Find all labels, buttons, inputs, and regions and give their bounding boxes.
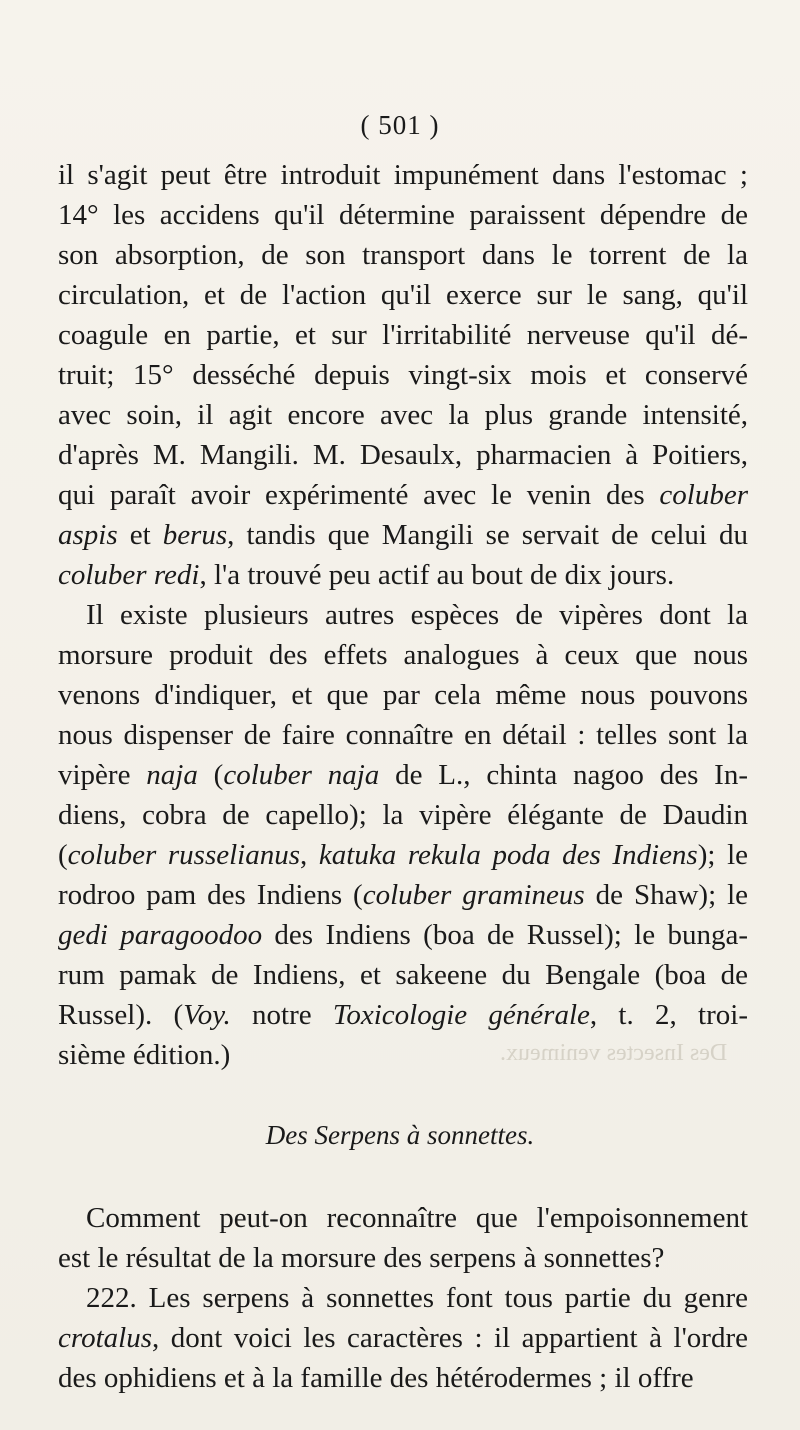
text-line: avec soin, il agit encore avec la plus grande intensité,	[58, 399, 748, 431]
text-line: Il existe plusieurs autres espèces de vipères dont la	[86, 599, 748, 631]
text-line: aspis et berus, tandis que Mangili se servait de celui du	[58, 519, 748, 551]
text-line: coluber redi, l'a trouvé peu actif au bout de dix jours.	[58, 559, 675, 591]
text-line: rodroo pam des Indiens (coluber gramineus de Shaw); le	[58, 879, 748, 911]
text-line: coagule en partie, et sur l'irritabilité nerveuse qu'il dé-	[58, 319, 748, 351]
bleed-through-text: Des Insectes venimeux.	[500, 1040, 728, 1066]
text-line: 222. Les serpens à sonnettes font tous partie du genre	[86, 1282, 748, 1314]
text-line: 14° les accidens qu'il détermine paraissent dépendre de	[58, 199, 748, 231]
text-line: crotalus, dont voici les caractères : il appartient à l'ordre	[58, 1322, 748, 1354]
text-line: venons d'indiquer, et que par cela même nous pouvons	[58, 679, 748, 711]
text-line: gedi paragoodoo des Indiens (boa de Russel); le bunga-	[58, 919, 748, 951]
text-line: Russel). (Voy. notre Toxicologie générale, t. 2, troi-	[58, 999, 748, 1031]
text-line: circulation, et de l'action qu'il exerce sur le sang, qu'il	[58, 279, 748, 311]
section-title: Des Serpens à sonnettes.	[265, 1120, 535, 1150]
text-line: Comment peut-on reconnaître que l'empoisonnement	[86, 1202, 748, 1234]
text-line: (coluber russelianus, katuka rekula poda des Indiens); le	[58, 839, 749, 871]
text-line: il s'agit peut être introduit impunément dans l'estomac ;	[58, 159, 748, 191]
text-line: d'après M. Mangili. M. Desaulx, pharmacien à Poitiers,	[58, 439, 748, 471]
text-line: morsure produit des effets analogues à ceux que nous	[58, 639, 748, 671]
text-line: sième édition.)	[58, 1039, 231, 1071]
text-line: nous dispenser de faire connaître en détail : telles sont la	[58, 719, 748, 751]
text-line: des ophidiens et à la famille des hétérodermes ; il offre	[58, 1362, 694, 1394]
text-line: diens, cobra de capello); la vipère élégante de Daudin	[58, 799, 748, 831]
text-line: qui paraît avoir expérimenté avec le venin des coluber	[58, 479, 748, 511]
text-line: rum pamak de Indiens, et sakeene du Bengale (boa de	[58, 959, 748, 991]
text-line: son absorption, de son transport dans le torrent de la	[58, 239, 748, 271]
text-line: truit; 15° desséché depuis vingt-six mois et conservé	[58, 359, 748, 391]
text-line: vipère naja (coluber naja de L., chinta nagoo des In-	[58, 759, 748, 791]
page-number: ( 501 )	[360, 110, 440, 140]
text-line: est le résultat de la morsure des serpens à sonnettes?	[58, 1242, 665, 1274]
